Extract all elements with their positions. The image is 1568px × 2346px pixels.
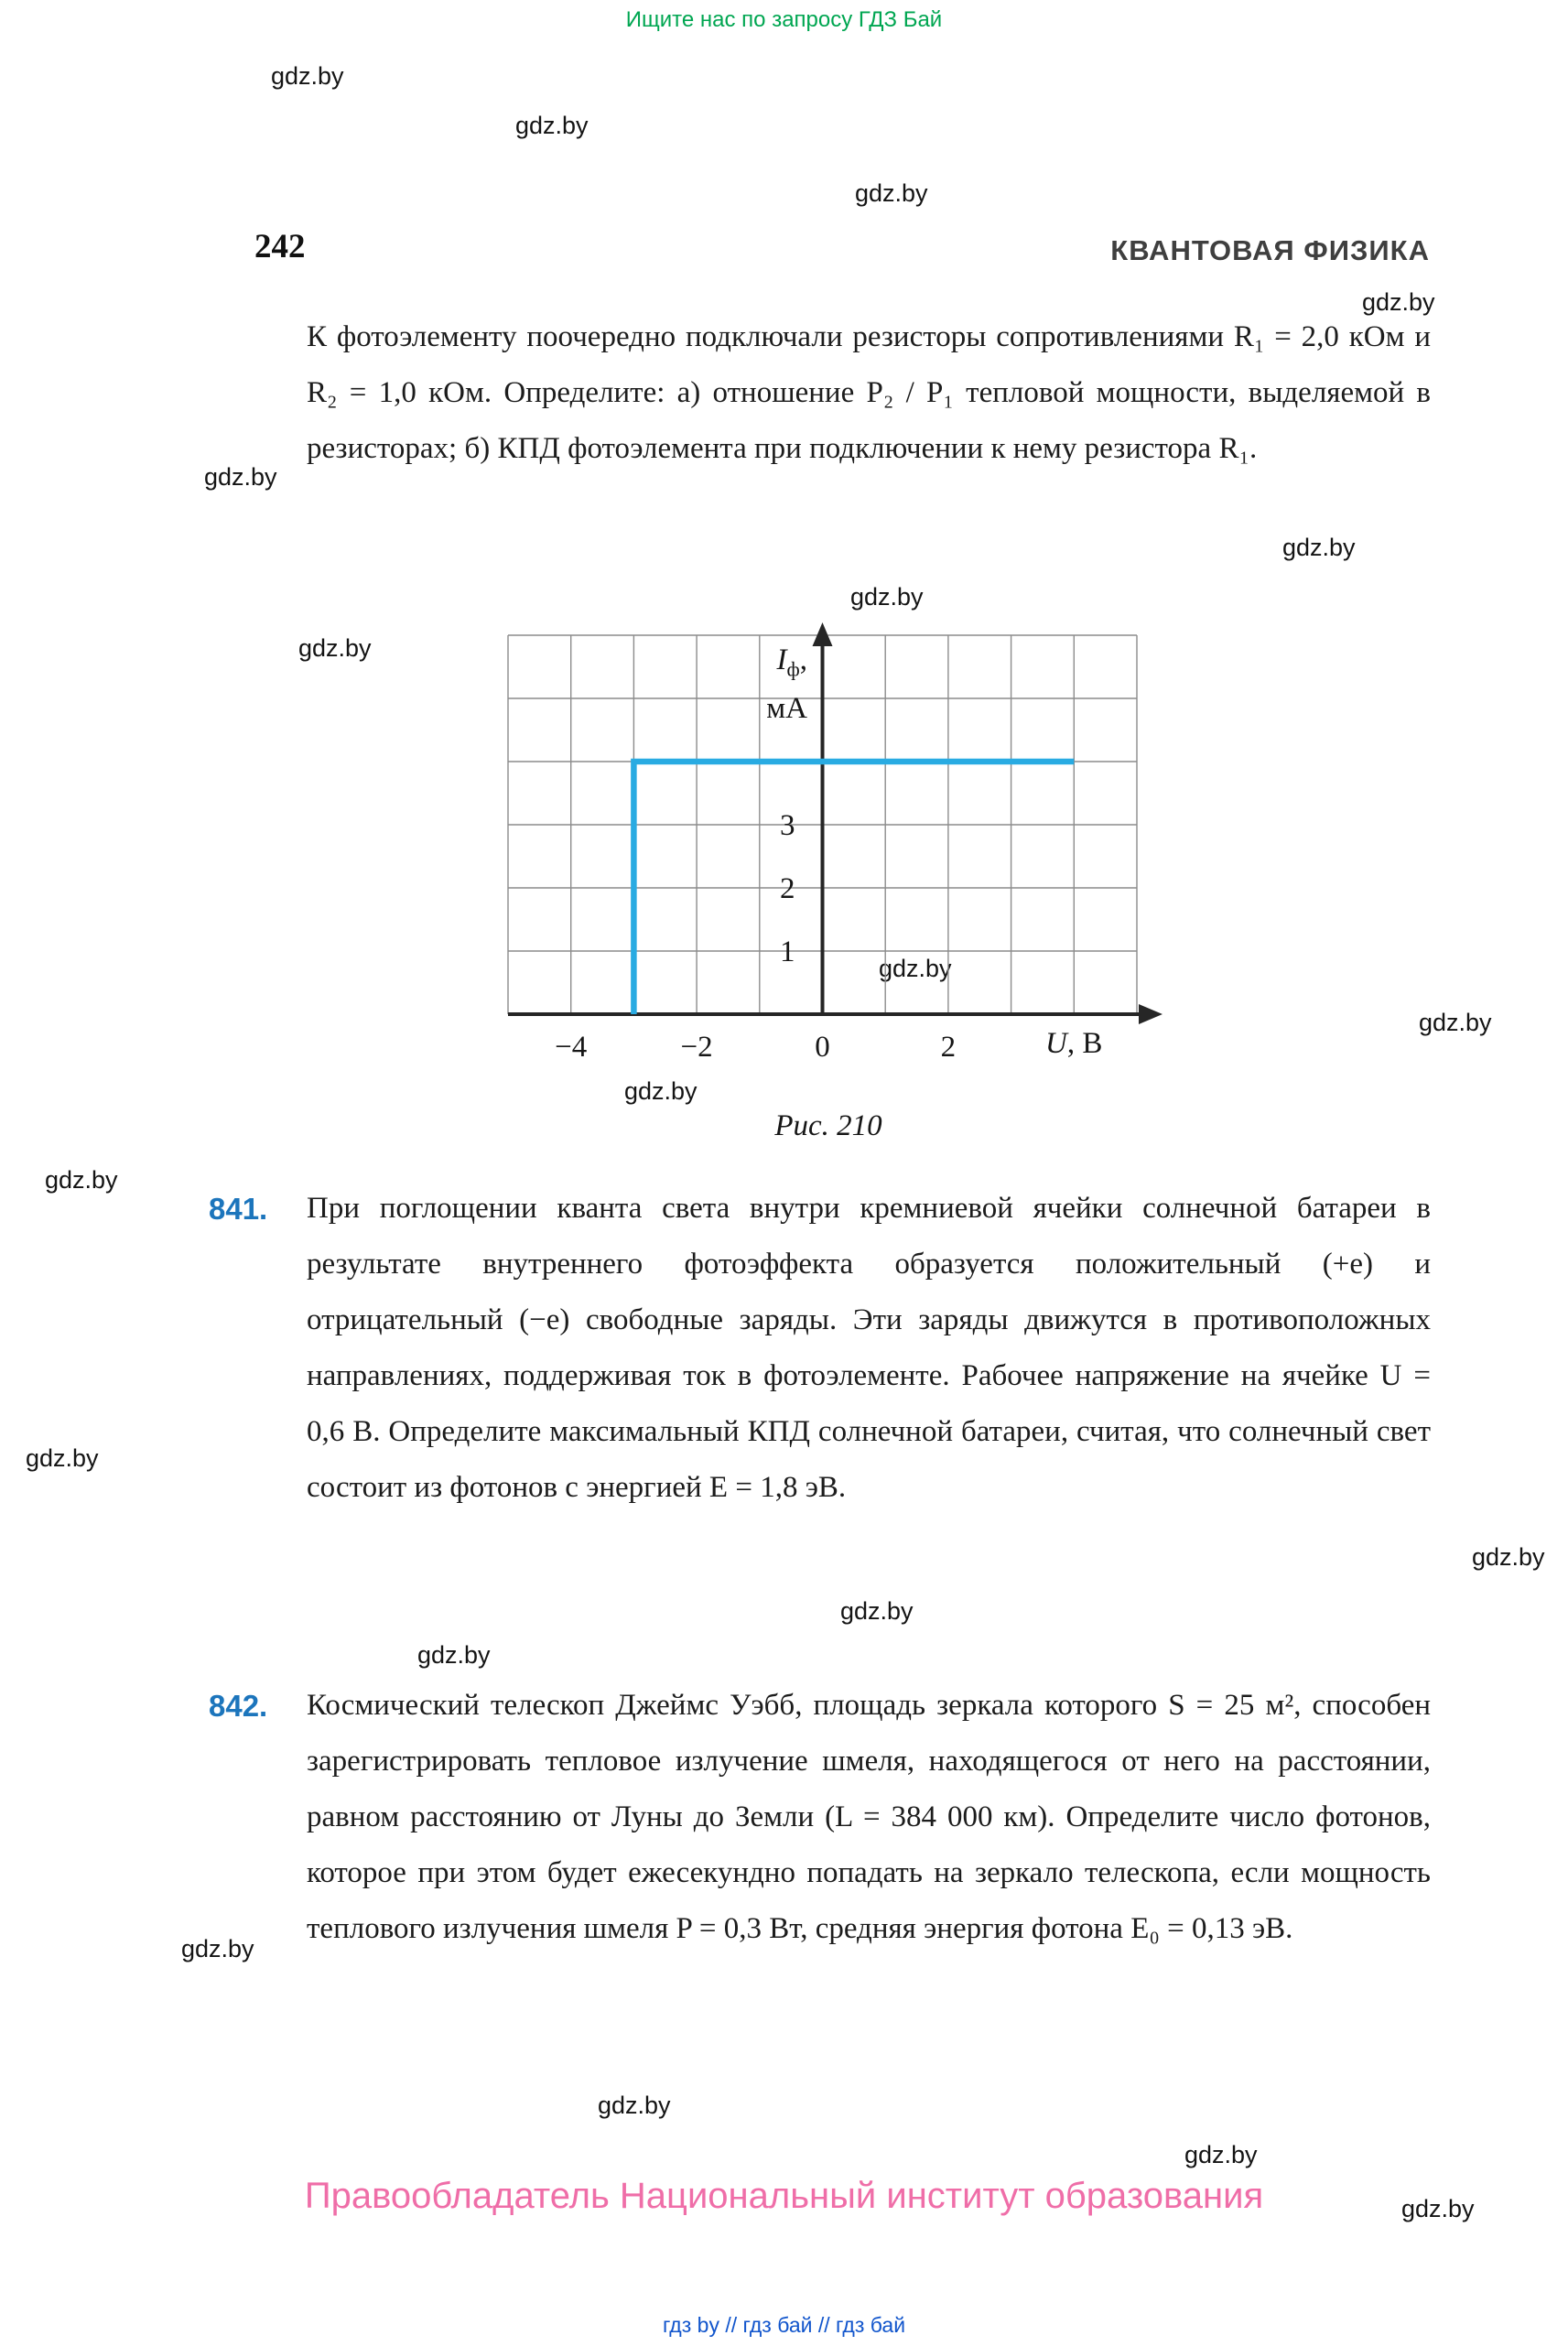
gdz-watermark: gdz.by	[624, 1077, 697, 1105]
gdz-watermark: gdz.by	[1472, 1543, 1545, 1571]
chapter-header: КВАНТОВАЯ ФИЗИКА	[1110, 234, 1430, 266]
gdz-watermark: gdz.by	[515, 112, 589, 139]
problem-842-text: Космический телескоп Джеймс Уэбб, площадь зеркала которого S = 25 м², способен зарегистрировать тепловое излучение шмеля, находящегося от него на расстоянии, равном расстоянию от Луны до Земли (L = 384 000 км). Определите число фотонов, которое при этом будет ежесекундно попадать на зеркало телескопа, если мощность теплового излучения шмеля P = 0,3 Вт, средняя энергия фотона E₀ = 0,13 эВ.	[307, 1689, 1431, 1945]
gdz-watermark: gdz.by	[855, 179, 928, 207]
svg-text:−4: −4	[555, 1031, 588, 1064]
figure-y-axis-label	[705, 641, 807, 728]
svg-text:2: 2	[780, 872, 795, 905]
svg-text:2: 2	[940, 1031, 957, 1064]
copyright-line: Правообладатель Национальный институт образования	[304, 2176, 1264, 2216]
promo-note: Ищите нас по запросу ГДЗ Бай	[625, 7, 943, 32]
problem-842-number: 842.	[209, 1689, 268, 1723]
gdz-watermark: gdz.by	[598, 2092, 671, 2119]
figure-caption: Рис. 210	[774, 1109, 882, 1142]
svg-text:1: 1	[780, 935, 795, 968]
gdz-watermark: gdz.by	[417, 1641, 491, 1669]
y-axis-comma: ,	[799, 643, 807, 676]
gdz-watermark: gdz.by	[879, 955, 952, 982]
gdz-watermark: gdz.by	[1184, 2141, 1258, 2168]
problem-841-number: 841.	[209, 1192, 268, 1226]
gdz-watermark: gdz.by	[1282, 534, 1356, 561]
gdz-watermark: gdz.by	[26, 1444, 99, 1472]
gdz-watermark: gdz.by	[1362, 288, 1435, 316]
gdz-watermark: gdz.by	[840, 1597, 914, 1625]
problem-841-text: При поглощении кванта света внутри кремниевой ячейки солнечной батареи в результате внутреннего фотоэффекта образуется положительный (+e) и отрицательный (−e) свободные заряды. Эти заряды движутся в противоположных направлениях, поддерживая ток в фотоэлементе. Рабочее напряжение на ячейке U = 0,6 В. Определите максимальный КПД солнечной батареи, считая, что солнечный свет состоит из фотонов с энергией E = 1,8 эВ.	[307, 1192, 1431, 1504]
gdz-watermark: gdz.by	[271, 62, 344, 90]
svg-text:−2: −2	[680, 1031, 713, 1064]
gdz-watermark: gdz.by	[850, 583, 924, 611]
page-number: 242	[254, 228, 306, 265]
x-axis-symbol: U	[1045, 1027, 1067, 1060]
gdz-watermark: gdz.by	[204, 463, 277, 491]
gdz-watermark: gdz.by	[45, 1166, 118, 1194]
gdz-watermark: gdz.by	[1401, 2195, 1475, 2222]
gdz-watermark: gdz.by	[181, 1935, 254, 1962]
x-axis-unit: , В	[1066, 1027, 1103, 1060]
y-axis-subscript: ф	[786, 657, 800, 681]
gdz-links[interactable]: гдз by // гдз бай // гдз бай	[662, 2313, 906, 2337]
svg-text:0: 0	[815, 1031, 830, 1064]
gdz-watermark: gdz.by	[298, 634, 372, 662]
y-axis-unit: мА	[766, 691, 807, 725]
svg-text:3: 3	[780, 809, 795, 842]
y-axis-symbol: I	[776, 643, 787, 676]
problem-continuation-text: К фотоэлементу поочередно подключали резисторы сопротивлениями R₁ = 2,0 кОм и R₂ = 1,0 кОм. Определите: а) отношение P₂ / P₁ тепловой мощности, выделяемой в резисторах; б) КПД фотоэлемента при подключении к нему резистора R₁.	[307, 320, 1431, 465]
gdz-watermark: gdz.by	[1419, 1009, 1492, 1036]
figure-x-axis-label	[1045, 1027, 1102, 1061]
